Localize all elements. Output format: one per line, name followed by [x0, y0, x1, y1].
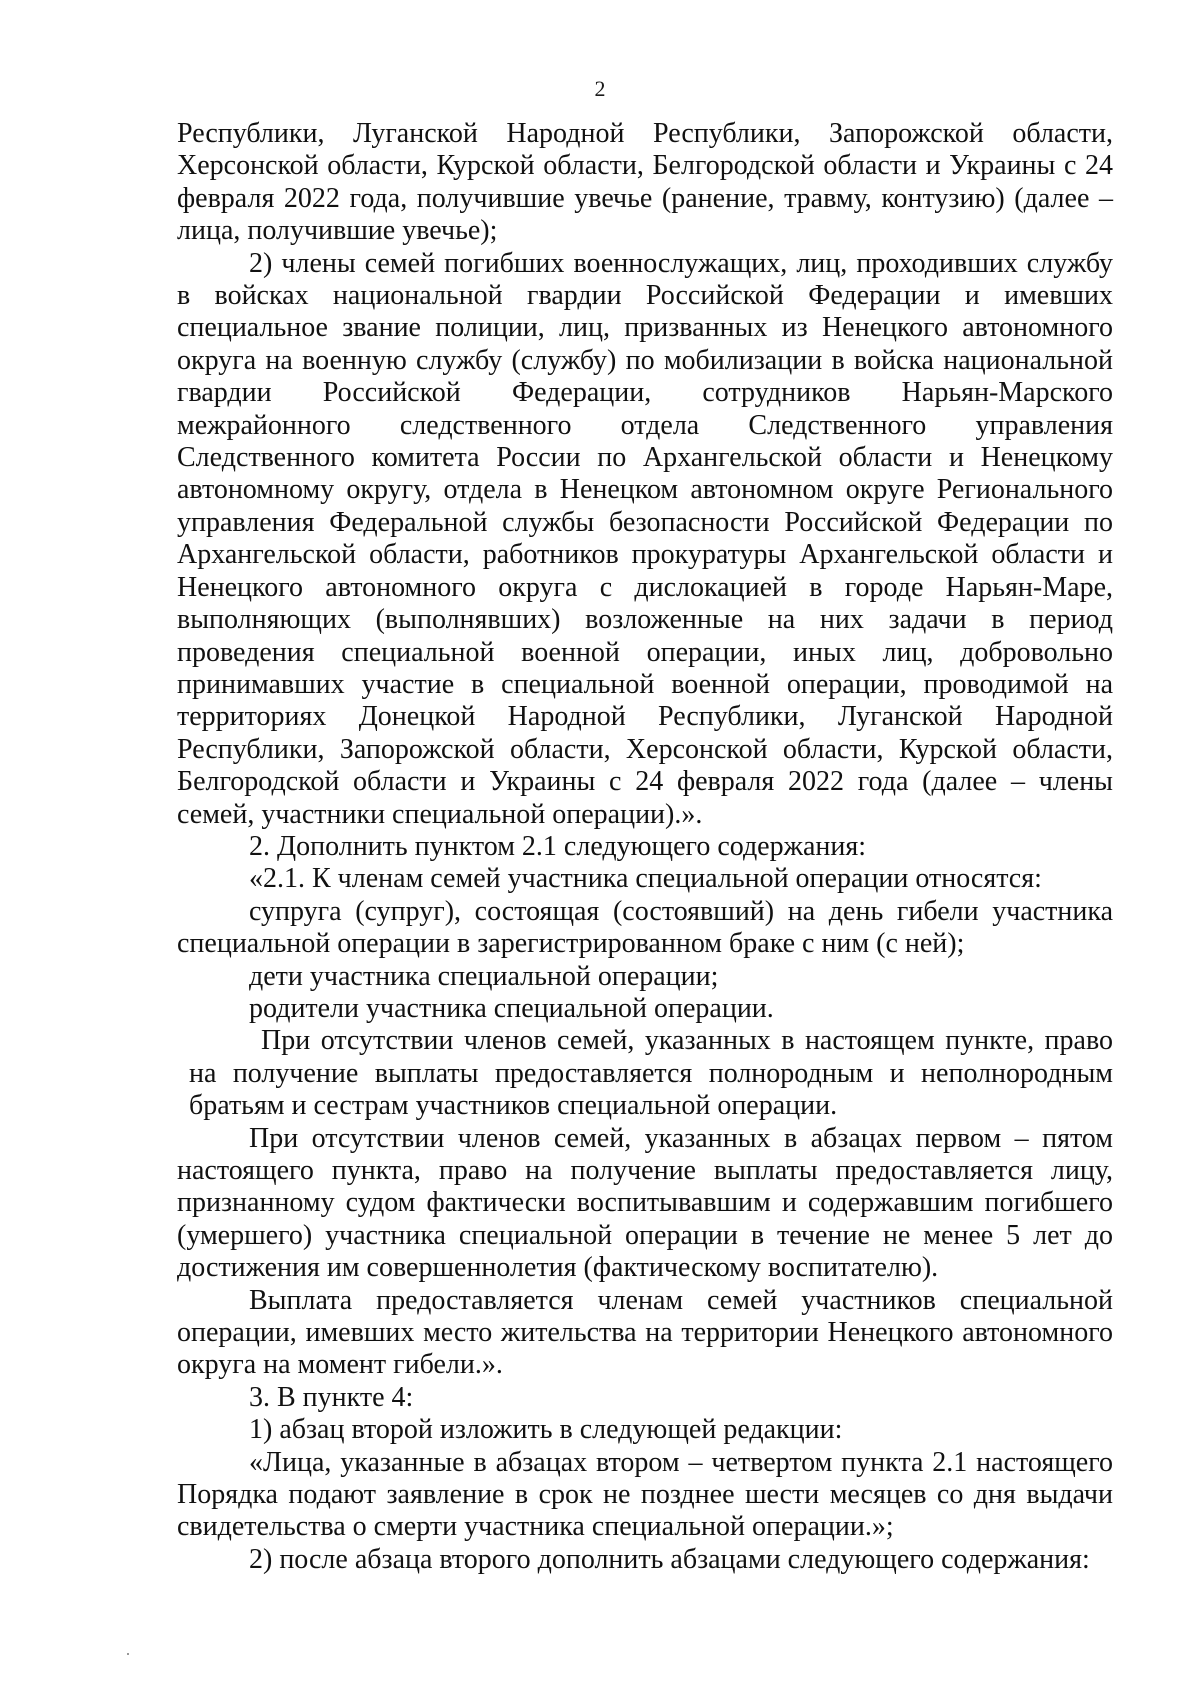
document-body: [177, 118, 1113, 1576]
paragraph-residence: Выплата предоставляется членам семей участников специальной операции, имевших место жительства на территории Ненецкого автономного округа на момент гибели.».: [177, 1284, 1113, 1381]
paragraph-amendment-2: 2. Дополнить пунктом 2.1 следующего содержания:: [249, 830, 867, 862]
paragraph-continuation: Республики, Луганской Народной Республики, Запорожской области, Херсонской области, Курской области, Белгородской области и Украины с 24 февраля 2022 года, получившие увечье (ранение, травму, контузию) (далее – лица, получившие увечье);: [177, 118, 1113, 247]
paragraph-item-2: 2) члены семей погибших военнослужащих, лиц, проходивших службу в войсках национальной гвардии Российской Федерации и имевших специальное звание полиции, лиц, призванных из Ненецкого автономного округа на военную службу (службу) по мобилизации в войска национальной гвардии Российской Федерации, сотрудников Нарьян-Марского межрайонного следственного отдела Следственного управления Следственного комитета России по Архангельской области и Ненецкому автономному округу, отдела в Ненецком автономном округе Регионального управления Федеральной службы безопасности Российской Федерации по Архангельской области, работников прокуратуры Архангельской области и Ненецкого автономного округа с дислокацией в городе Нарьян-Маре, выполняющих (выполнявших) возложенные на них задачи в период проведения специальной военной операции, иных лиц, добровольно принимавших участие в специальной военной операции, проводимой на территориях Донецкой Народной Республики, Луганской Народной Республики, Запорожской области, Херсонской области, Курской области, Белгородской области и Украины с 24 февраля 2022 года (далее – члены семей, участники специальной операции).».: [177, 247, 1113, 830]
paragraph-subitem-2: 2) после абзаца второго дополнить абзацами следующего содержания:: [249, 1543, 1090, 1575]
paragraph-spouse: супруга (супруг), состоящая (состоявший) на день гибели участника специальной операции в зарегистрированном браке с ним (с ней);: [177, 895, 1113, 960]
page-number: 2: [594, 76, 606, 101]
paragraph-clause-2-1: «2.1. К членам семей участника специальной операции относятся:: [249, 863, 1042, 895]
paragraph-siblings: При отсутствии членов семей, указанных в настоящем пункте, право на получение выплаты предоставляется полнородным и неполнородным братьям и сестрам участников специальной операции.: [189, 1025, 1113, 1122]
scan-artifact-dot: [127, 1653, 129, 1655]
paragraph-children: дети участника специальной операции;: [249, 960, 719, 992]
paragraph-quoted-text: «Лица, указанные в абзацах втором – четвертом пункта 2.1 настоящего Порядка подают заявление в срок не позднее шести месяцев со дня выдачи свидетельства о смерти участника специальной операции.»;: [177, 1446, 1113, 1543]
paragraph-amendment-3: 3. В пункте 4:: [249, 1381, 414, 1413]
paragraph-subitem-1: 1) абзац второй изложить в следующей редакции:: [249, 1414, 843, 1446]
paragraph-parents: родители участника специальной операции.: [249, 992, 774, 1024]
paragraph-guardian: При отсутствии членов семей, указанных в абзацах первом – пятом настоящего пункта, право на получение выплаты предоставляется лицу, признанному судом фактически воспитывавшим и содержавшим погибшего (умершего) участника специальной операции в течение не менее 5 лет до достижения им совершеннолетия (фактическому воспитателю).: [177, 1122, 1113, 1284]
